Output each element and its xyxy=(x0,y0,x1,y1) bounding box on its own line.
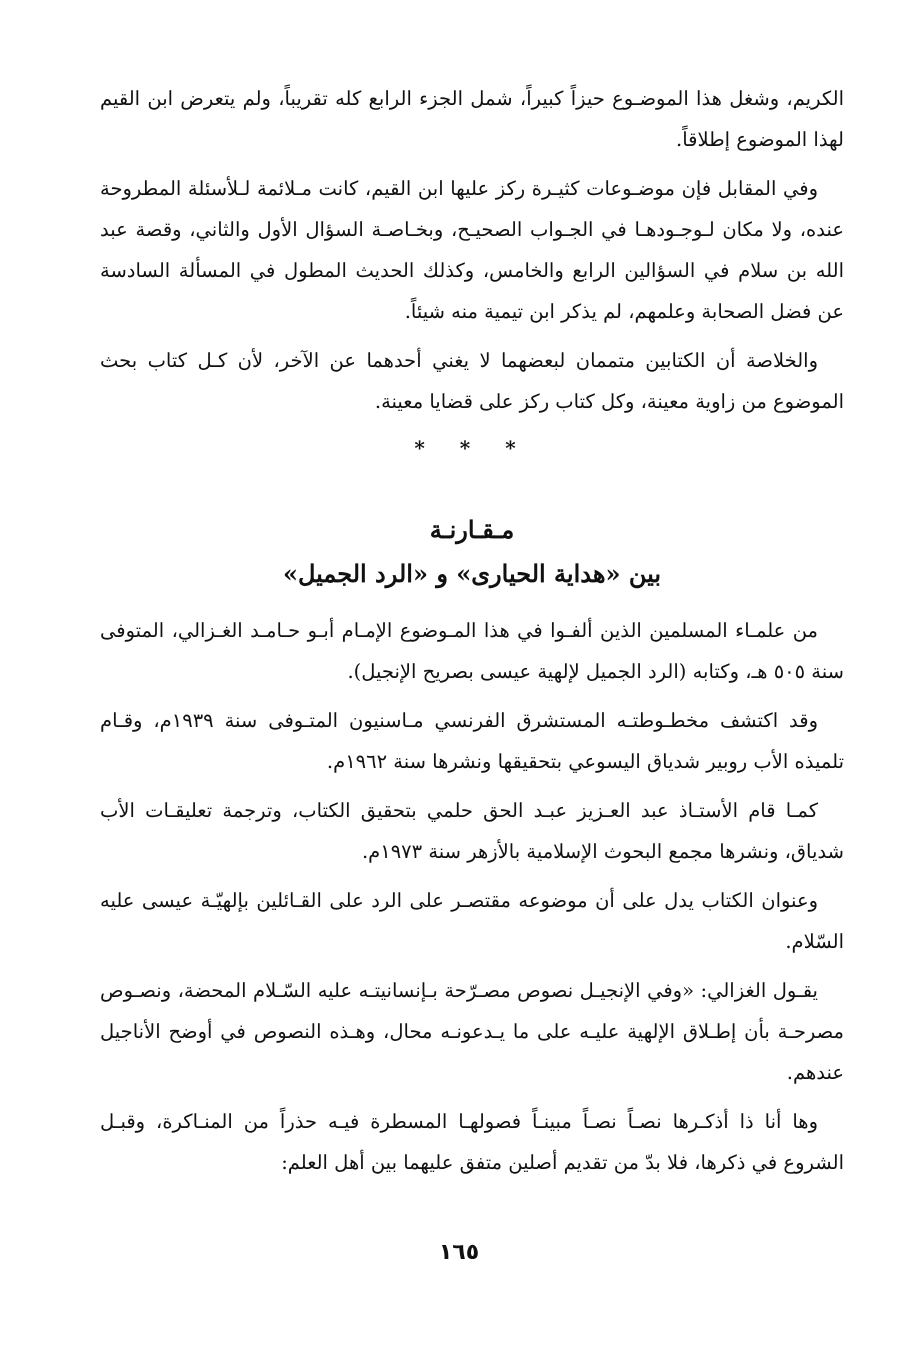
section-separator: * * * xyxy=(414,436,530,460)
paragraph-3: والخلاصة أن الكتابين متممان لبعضهما لا يغني أحدهما عن الآخر، لأن كـل كتاب بحث الموضوع من زاوية معينة، وكل كتاب ركز على قضايا معينة. xyxy=(100,349,844,413)
paragraph-4: من علمـاء المسلمين الذين ألفـوا في هذا المـوضوع الإمـام أبـو حـامـد الغـزالي، المتوفى سنة ٥٠٥ هـ، وكتابه (الرد الجميل لإلهية عيسى بصريح الإنجيل). xyxy=(100,619,844,683)
paragraph-6: كمـا قام الأستـاذ عبد العـزيز عبـد الحق حلمي بتحقيق الكتاب، وترجمة تعليقـات الأب شدياق، ونشرها مجمع البحوث الإسلامية بالأزهر سنة ١٩٧٣م. xyxy=(100,799,844,863)
paragraph-7: وعنوان الكتاب يدل على أن موضوعه مقتصـر على الرد على القـائلين بإلهيّـة عيسى عليه السّلام. xyxy=(100,889,844,953)
paragraph-5: وقد اكتشف مخطـوطتـه المستشرق الفرنسي مـاسنيون المتـوفى سنة ١٩٣٩م، وقـام تلميذه الأب روبير شدياق اليسوعي بتحقيقها ونشرها سنة ١٩٦٢م. xyxy=(100,709,844,773)
paragraph-8: يقـول الغزالي: «وفي الإنجيـل نصوص مصـرّحة بـإنسانيتـه عليه السّـلام المحضة، ونصـوص مصرحـة بأن إطـلاق الإلهية عليـه على ما يـدعونـه محال، وهـذه النصوص في أوضح الأناجيل عندهم. xyxy=(100,979,844,1084)
paragraph-2: وفي المقابل فإن موضـوعات كثيـرة ركز عليها ابن القيم، كانت مـلائمة لـلأسئلة المطروحة عنده، ولا مكان لـوجـودهـا في الجـواب الصحيـح، وبخـاصـة السؤال الأول والثاني، وقصة عبد الله بن سلام في السؤالين الرابع والخامس، وكذلك الحديث المطول في المسألة السادسة عن فضل الصحابة وعلمهم، لم يذكر ابن تيمية منه شيئاً. xyxy=(100,177,844,323)
paragraph-1: الكريم، وشغل هذا الموضـوع حيزاً كبيراً، شمل الجزء الرابع كله تقريباً، ولم يتعرض ابن القيم لهذا الموضوع إطلاقاً. xyxy=(100,87,844,151)
page-number: ١٦٥ xyxy=(438,1240,480,1265)
section-subtitle: بين «هداية الحيارى» و «الرد الجميل» xyxy=(282,559,662,588)
paragraph-9: وها أنا ذا أذكـرها نصـاً نصـاً مبينـاً فصولهـا المسطرة فيـه حذراً من المنـاكرة، وقبـل الشروع في ذكرها، فلا بدّ من تقديم أصلين متفق عليهما بين أهل العلم: xyxy=(100,1110,844,1174)
page-body xyxy=(100,78,844,1191)
section-title: مـقـارنـة xyxy=(429,515,515,544)
